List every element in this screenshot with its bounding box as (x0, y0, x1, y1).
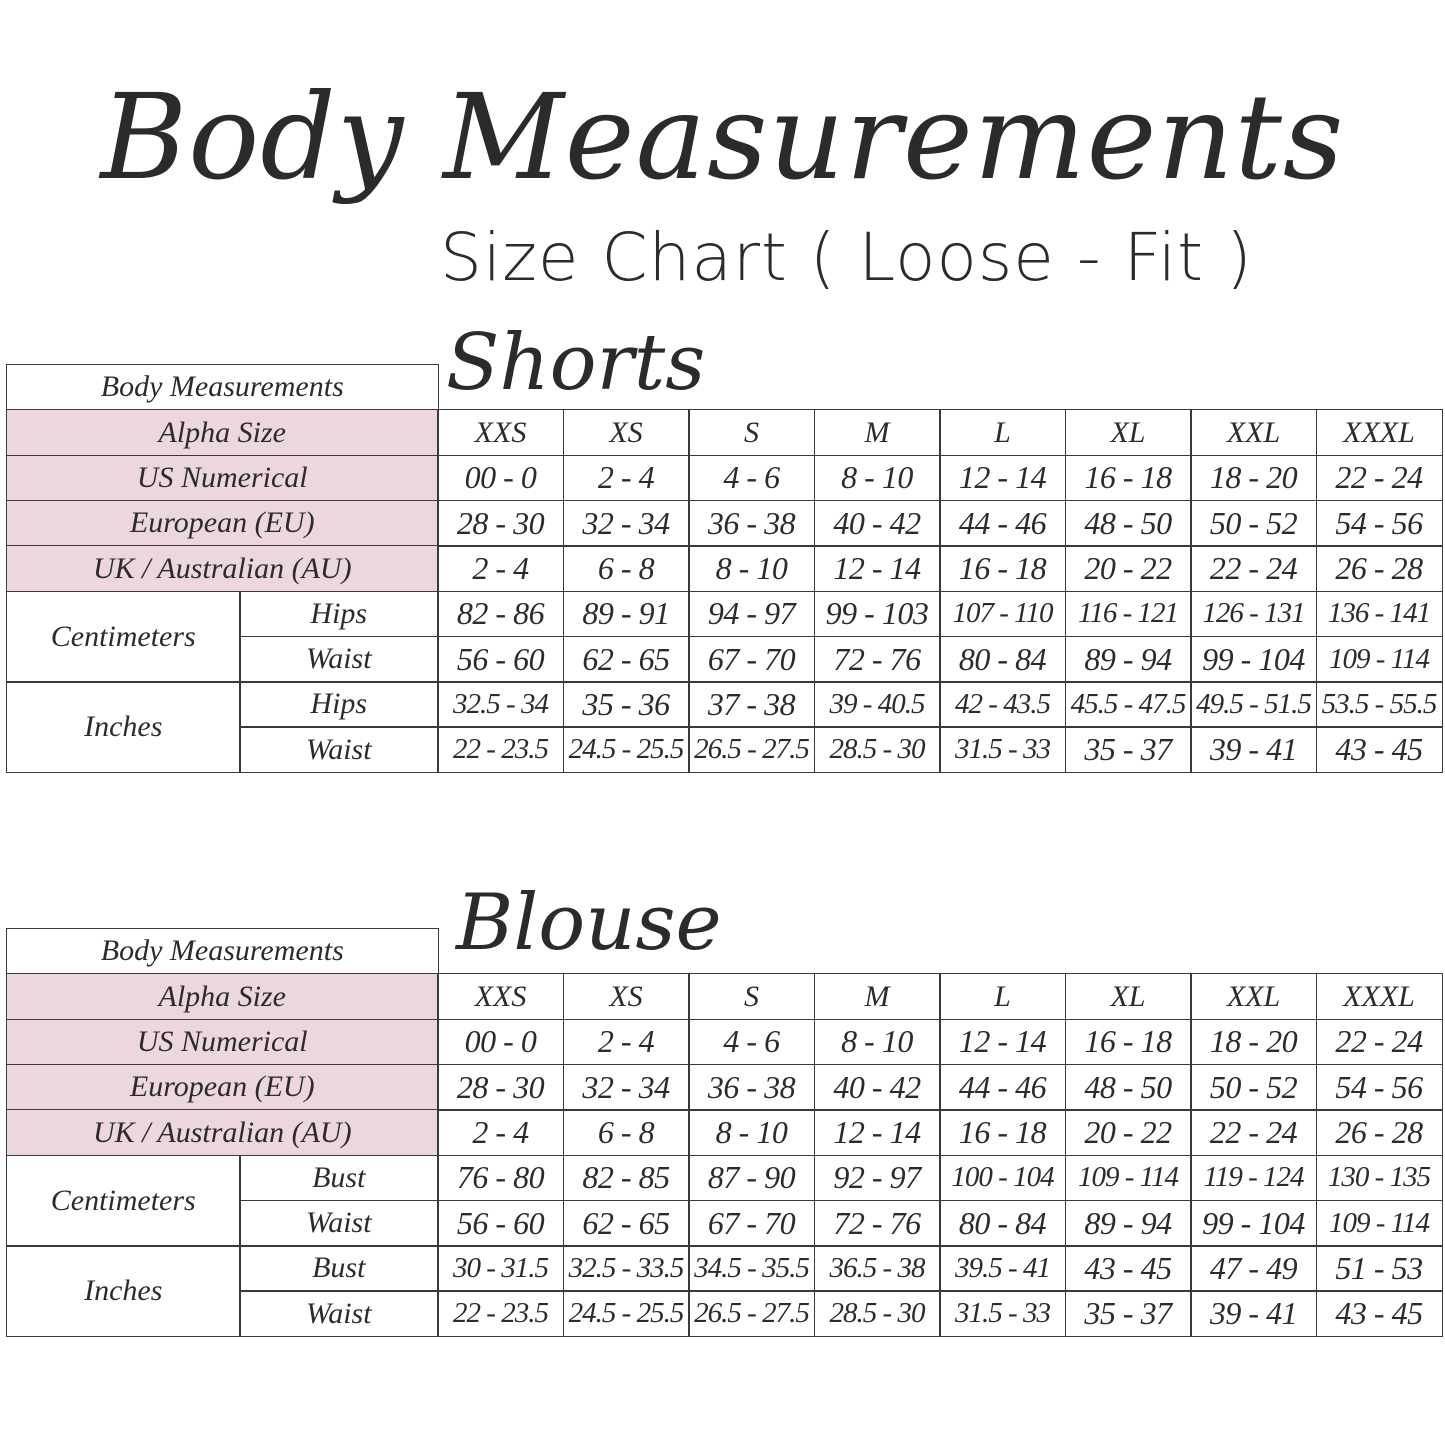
measure-cell: 67 - 70 (688, 1200, 815, 1247)
size-header-cell: L (939, 973, 1066, 1020)
size-header-cell: M (814, 973, 941, 1020)
size-cell: 28 - 30 (437, 500, 564, 547)
measure-label-waist: Waist (239, 1290, 439, 1337)
measure-cell: 130 - 135 (1316, 1155, 1443, 1202)
size-cell: 54 - 56 (1316, 500, 1443, 547)
measure-cell: 136 - 141 (1316, 591, 1443, 638)
size-header-cell: XS (563, 973, 690, 1020)
measure-label-bust: Bust (239, 1155, 439, 1202)
size-cell: 12 - 14 (814, 545, 941, 592)
group-label-centimeters: Centimeters (6, 1155, 241, 1247)
measure-label-hips: Hips (239, 591, 439, 638)
measure-cell: 39 - 41 (1190, 1290, 1317, 1337)
size-cell: 16 - 18 (1065, 455, 1192, 502)
measure-cell: 31.5 - 33 (939, 726, 1066, 773)
measure-cell: 37 - 38 (688, 681, 815, 728)
row-label-us-numerical: US Numerical (6, 455, 439, 502)
size-cell: 36 - 38 (688, 500, 815, 547)
size-cell: 28 - 30 (437, 1064, 564, 1111)
measure-cell: 22 - 23.5 (437, 1290, 564, 1337)
size-cell: 26 - 28 (1316, 1109, 1443, 1156)
measure-cell: 99 - 104 (1190, 1200, 1317, 1247)
size-cell: 6 - 8 (563, 1109, 690, 1156)
size-cell: 22 - 24 (1190, 545, 1317, 592)
size-header-cell: XL (1065, 973, 1192, 1020)
size-cell: 22 - 24 (1316, 1019, 1443, 1066)
row-label-uk-australian-au: UK / Australian (AU) (6, 1109, 439, 1156)
size-cell: 00 - 0 (437, 1019, 564, 1066)
size-cell: 32 - 34 (563, 500, 690, 547)
measure-cell: 107 - 110 (939, 591, 1066, 638)
measure-cell: 28.5 - 30 (814, 726, 941, 773)
group-label-centimeters: Centimeters (6, 591, 241, 683)
measure-cell: 87 - 90 (688, 1155, 815, 1202)
measure-cell: 76 - 80 (437, 1155, 564, 1202)
row-label-european-eu: European (EU) (6, 1064, 439, 1111)
measure-cell: 43 - 45 (1065, 1245, 1192, 1292)
measure-cell: 24.5 - 25.5 (563, 726, 690, 773)
size-cell: 54 - 56 (1316, 1064, 1443, 1111)
size-cell: 40 - 42 (814, 500, 941, 547)
size-cell: 20 - 22 (1065, 1109, 1192, 1156)
size-cell: 8 - 10 (814, 455, 941, 502)
size-header-cell: XL (1065, 409, 1192, 456)
size-cell: 12 - 14 (939, 455, 1066, 502)
size-cell: 8 - 10 (814, 1019, 941, 1066)
table-header-label: Body Measurements (6, 364, 439, 411)
size-header-cell: XXL (1190, 973, 1317, 1020)
group-label-inches: Inches (6, 1245, 241, 1337)
size-header-cell: S (688, 409, 815, 456)
measure-cell: 99 - 103 (814, 591, 941, 638)
size-header-cell: XXXL (1316, 973, 1443, 1020)
size-cell: 8 - 10 (688, 1109, 815, 1156)
measure-cell: 67 - 70 (688, 636, 815, 683)
measure-cell: 119 - 124 (1190, 1155, 1317, 1202)
size-cell: 22 - 24 (1316, 455, 1443, 502)
measure-cell: 49.5 - 51.5 (1190, 681, 1317, 728)
measure-cell: 89 - 94 (1065, 1200, 1192, 1247)
measure-cell: 56 - 60 (437, 636, 564, 683)
size-header-cell: L (939, 409, 1066, 456)
row-label-alpha-size: Alpha Size (6, 409, 439, 456)
measure-cell: 39 - 40.5 (814, 681, 941, 728)
size-cell: 26 - 28 (1316, 545, 1443, 592)
measure-cell: 99 - 104 (1190, 636, 1317, 683)
size-cell: 40 - 42 (814, 1064, 941, 1111)
measure-cell: 80 - 84 (939, 1200, 1066, 1247)
measure-cell: 31.5 - 33 (939, 1290, 1066, 1337)
size-cell: 50 - 52 (1190, 500, 1317, 547)
measure-cell: 92 - 97 (814, 1155, 941, 1202)
size-cell: 16 - 18 (939, 1109, 1066, 1156)
size-header-cell: S (688, 973, 815, 1020)
size-header-cell: XXS (437, 409, 564, 456)
size-cell: 50 - 52 (1190, 1064, 1317, 1111)
size-header-cell: M (814, 409, 941, 456)
size-header-cell: XS (563, 409, 690, 456)
measure-label-hips: Hips (239, 681, 439, 728)
size-cell: 44 - 46 (939, 500, 1066, 547)
measure-cell: 109 - 114 (1316, 1200, 1443, 1247)
measure-cell: 109 - 114 (1065, 1155, 1192, 1202)
measure-cell: 82 - 85 (563, 1155, 690, 1202)
size-cell: 18 - 20 (1190, 1019, 1317, 1066)
page-subtitle: Size Chart ( Loose - Fit ) (440, 219, 1253, 296)
measure-cell: 109 - 114 (1316, 636, 1443, 683)
size-cell: 44 - 46 (939, 1064, 1066, 1111)
size-cell: 18 - 20 (1190, 455, 1317, 502)
size-cell: 00 - 0 (437, 455, 564, 502)
measure-label-waist: Waist (239, 636, 439, 683)
size-cell: 36 - 38 (688, 1064, 815, 1111)
measure-cell: 94 - 97 (688, 591, 815, 638)
measure-cell: 82 - 86 (437, 591, 564, 638)
measure-cell: 32.5 - 34 (437, 681, 564, 728)
measure-cell: 56 - 60 (437, 1200, 564, 1247)
measure-cell: 30 - 31.5 (437, 1245, 564, 1292)
size-header-cell: XXS (437, 973, 564, 1020)
size-cell: 6 - 8 (563, 545, 690, 592)
size-header-cell: XXXL (1316, 409, 1443, 456)
measure-cell: 116 - 121 (1065, 591, 1192, 638)
size-cell: 20 - 22 (1065, 545, 1192, 592)
measure-cell: 80 - 84 (939, 636, 1066, 683)
measure-cell: 28.5 - 30 (814, 1290, 941, 1337)
measure-cell: 62 - 65 (563, 1200, 690, 1247)
measure-cell: 39.5 - 41 (939, 1245, 1066, 1292)
measure-cell: 35 - 37 (1065, 726, 1192, 773)
size-cell: 12 - 14 (939, 1019, 1066, 1066)
measure-cell: 89 - 91 (563, 591, 690, 638)
section-title-shorts: Shorts (446, 318, 706, 408)
measure-cell: 72 - 76 (814, 1200, 941, 1247)
measure-cell: 26.5 - 27.5 (688, 1290, 815, 1337)
table-header-label: Body Measurements (6, 928, 439, 975)
measure-cell: 45.5 - 47.5 (1065, 681, 1192, 728)
measure-cell: 100 - 104 (939, 1155, 1066, 1202)
measure-cell: 53.5 - 55.5 (1316, 681, 1443, 728)
measure-label-waist: Waist (239, 1200, 439, 1247)
measure-cell: 89 - 94 (1065, 636, 1192, 683)
size-cell: 48 - 50 (1065, 1064, 1192, 1111)
measure-cell: 126 - 131 (1190, 591, 1317, 638)
measure-cell: 24.5 - 25.5 (563, 1290, 690, 1337)
measure-cell: 26.5 - 27.5 (688, 726, 815, 773)
measure-cell: 72 - 76 (814, 636, 941, 683)
measure-label-bust: Bust (239, 1245, 439, 1292)
measure-cell: 36.5 - 38 (814, 1245, 941, 1292)
size-cell: 8 - 10 (688, 545, 815, 592)
measure-cell: 34.5 - 35.5 (688, 1245, 815, 1292)
size-cell: 2 - 4 (437, 1109, 564, 1156)
size-cell: 32 - 34 (563, 1064, 690, 1111)
measure-cell: 62 - 65 (563, 636, 690, 683)
size-cell: 2 - 4 (563, 1019, 690, 1066)
size-cell: 4 - 6 (688, 455, 815, 502)
size-cell: 16 - 18 (1065, 1019, 1192, 1066)
section-title-blouse: Blouse (456, 878, 722, 968)
size-cell: 22 - 24 (1190, 1109, 1317, 1156)
size-cell: 12 - 14 (814, 1109, 941, 1156)
row-label-european-eu: European (EU) (6, 500, 439, 547)
measure-cell: 35 - 37 (1065, 1290, 1192, 1337)
measure-cell: 42 - 43.5 (939, 681, 1066, 728)
measure-cell: 43 - 45 (1316, 726, 1443, 773)
measure-cell: 22 - 23.5 (437, 726, 564, 773)
size-cell: 2 - 4 (437, 545, 564, 592)
size-cell: 48 - 50 (1065, 500, 1192, 547)
measure-cell: 43 - 45 (1316, 1290, 1443, 1337)
measure-cell: 47 - 49 (1190, 1245, 1317, 1292)
measure-label-waist: Waist (239, 726, 439, 773)
row-label-us-numerical: US Numerical (6, 1019, 439, 1066)
measure-cell: 32.5 - 33.5 (563, 1245, 690, 1292)
measure-cell: 39 - 41 (1190, 726, 1317, 773)
size-cell: 4 - 6 (688, 1019, 815, 1066)
row-label-uk-australian-au: UK / Australian (AU) (6, 545, 439, 592)
size-cell: 16 - 18 (939, 545, 1066, 592)
row-label-alpha-size: Alpha Size (6, 973, 439, 1020)
size-cell: 2 - 4 (563, 455, 690, 502)
page-title: Body Measurements (100, 68, 1345, 206)
size-header-cell: XXL (1190, 409, 1317, 456)
measure-cell: 51 - 53 (1316, 1245, 1443, 1292)
group-label-inches: Inches (6, 681, 241, 773)
measure-cell: 35 - 36 (563, 681, 690, 728)
